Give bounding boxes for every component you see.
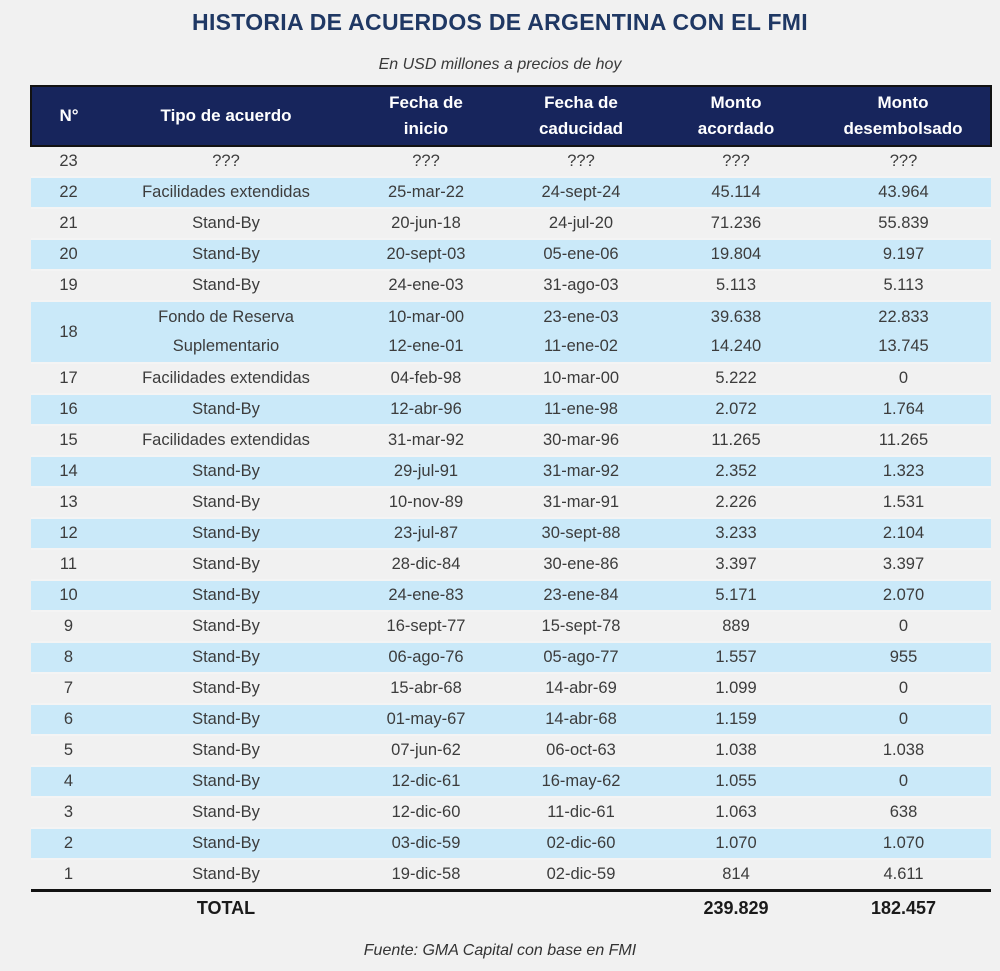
cell-tipo: Facilidades extendidas bbox=[106, 363, 346, 394]
cell-inicio: 20-jun-18 bbox=[346, 208, 506, 239]
cell-caducidad: 02-dic-60 bbox=[506, 828, 656, 859]
cell-acordado: 5.171 bbox=[656, 580, 816, 611]
cell-caducidad: 31-mar-91 bbox=[506, 487, 656, 518]
table-row bbox=[31, 177, 991, 208]
table-row bbox=[31, 425, 991, 456]
cell-tipo: Stand-By bbox=[106, 549, 346, 580]
source-note: Fuente: GMA Capital con base en FMI bbox=[363, 942, 637, 959]
cell-caducidad: 31-mar-92 bbox=[506, 456, 656, 487]
column-header-3: Fecha de caducidad bbox=[506, 86, 656, 146]
table-row bbox=[31, 239, 991, 270]
cell-tipo: Stand-By bbox=[106, 487, 346, 518]
cell-desembolsado: 4.611 bbox=[816, 859, 991, 890]
cell-caducidad: 14-abr-69 bbox=[506, 673, 656, 704]
cell-tipo: Stand-By bbox=[106, 456, 346, 487]
cell-inicio: 28-dic-84 bbox=[346, 549, 506, 580]
total-empty-n bbox=[31, 890, 106, 926]
cell-acordado: 5.113 bbox=[656, 270, 816, 301]
cell-caducidad: 31-ago-03 bbox=[506, 270, 656, 301]
cell-n: 5 bbox=[31, 735, 106, 766]
cell-desembolsado: 9.197 bbox=[816, 239, 991, 270]
cell-caducidad: 14-abr-68 bbox=[506, 704, 656, 735]
total-empty-caducidad bbox=[506, 890, 656, 926]
cell-tipo: Stand-By bbox=[106, 270, 346, 301]
table-row bbox=[31, 828, 991, 859]
cell-tipo: Stand-By bbox=[106, 766, 346, 797]
table-row bbox=[31, 611, 991, 642]
column-header-2: Fecha de inicio bbox=[346, 86, 506, 146]
cell-n: 9 bbox=[31, 611, 106, 642]
cell-acordado: 2.072 bbox=[656, 394, 816, 425]
cell-desembolsado: ??? bbox=[816, 146, 991, 177]
cell-caducidad: 16-may-62 bbox=[506, 766, 656, 797]
total-monto-desembolsado: 182.457 bbox=[870, 898, 937, 919]
cell-caducidad: 30-mar-96 bbox=[506, 425, 656, 456]
cell-inicio: 07-jun-62 bbox=[346, 735, 506, 766]
cell-n: 2 bbox=[31, 828, 106, 859]
cell-inicio: 31-mar-92 bbox=[346, 425, 506, 456]
cell-tipo: Facilidades extendidas bbox=[106, 425, 346, 456]
table-row bbox=[31, 766, 991, 797]
table-row bbox=[31, 270, 991, 301]
table-row bbox=[31, 580, 991, 611]
cell-n: 19 bbox=[31, 270, 106, 301]
cell-desembolsado: 43.964 bbox=[816, 177, 991, 208]
column-header-0: N° bbox=[31, 86, 106, 146]
cell-acordado: 5.222 bbox=[656, 363, 816, 394]
cell-caducidad: 11-ene-98 bbox=[506, 394, 656, 425]
page-title: HISTORIA DE ACUERDOS DE ARGENTINA CON EL FMI bbox=[192, 9, 808, 35]
table-row bbox=[31, 394, 991, 425]
cell-desembolsado: 0 bbox=[816, 363, 991, 394]
cell-tipo: Stand-By bbox=[106, 859, 346, 890]
cell-acordado: 1.099 bbox=[656, 673, 816, 704]
cell-acordado: 814 bbox=[656, 859, 816, 890]
cell-n: 14 bbox=[31, 456, 106, 487]
cell-n: 13 bbox=[31, 487, 106, 518]
cell-n: 4 bbox=[31, 766, 106, 797]
cell-acordado: 45.114 bbox=[656, 177, 816, 208]
cell-caducidad: 10-mar-00 bbox=[506, 363, 656, 394]
table-row bbox=[31, 859, 991, 890]
column-header-5: Monto desembolsado bbox=[816, 86, 991, 146]
cell-desembolsado: 0 bbox=[816, 611, 991, 642]
table-body bbox=[31, 146, 991, 890]
cell-acordado: 19.804 bbox=[656, 239, 816, 270]
total-empty-inicio bbox=[346, 890, 506, 926]
column-header-1: Tipo de acuerdo bbox=[106, 86, 346, 146]
cell-acordado: 2.226 bbox=[656, 487, 816, 518]
table-header-row bbox=[31, 86, 991, 146]
cell-n: 18 bbox=[31, 301, 106, 363]
cell-inicio: 25-mar-22 bbox=[346, 177, 506, 208]
cell-tipo: Stand-By bbox=[106, 208, 346, 239]
cell-caducidad: 30-sept-88 bbox=[506, 518, 656, 549]
cell-desembolsado: 1.531 bbox=[816, 487, 991, 518]
cell-tipo: Facilidades extendidas bbox=[106, 177, 346, 208]
table-row bbox=[31, 301, 991, 363]
cell-tipo: Stand-By bbox=[106, 580, 346, 611]
table-row bbox=[31, 456, 991, 487]
table-row bbox=[31, 549, 991, 580]
cell-acordado: 1.159 bbox=[656, 704, 816, 735]
cell-n: 21 bbox=[31, 208, 106, 239]
cell-n: 16 bbox=[31, 394, 106, 425]
cell-acordado: 11.265 bbox=[656, 425, 816, 456]
cell-desembolsado: 22.833 13.745 bbox=[816, 301, 991, 363]
cell-desembolsado: 11.265 bbox=[816, 425, 991, 456]
cell-n: 17 bbox=[31, 363, 106, 394]
cell-tipo: Stand-By bbox=[106, 239, 346, 270]
cell-acordado: 1.557 bbox=[656, 642, 816, 673]
cell-acordado: 889 bbox=[656, 611, 816, 642]
cell-tipo: Stand-By bbox=[106, 735, 346, 766]
cell-inicio: 10-mar-00 12-ene-01 bbox=[346, 301, 506, 363]
cell-inicio: 16-sept-77 bbox=[346, 611, 506, 642]
table-footer bbox=[31, 890, 991, 926]
cell-desembolsado: 0 bbox=[816, 766, 991, 797]
cell-inicio: 04-feb-98 bbox=[346, 363, 506, 394]
table-row bbox=[31, 363, 991, 394]
cell-tipo: Stand-By bbox=[106, 704, 346, 735]
cell-acordado: 1.063 bbox=[656, 797, 816, 828]
cell-n: 23 bbox=[31, 146, 106, 177]
cell-tipo: Stand-By bbox=[106, 518, 346, 549]
cell-acordado: 2.352 bbox=[656, 456, 816, 487]
cell-desembolsado: 2.070 bbox=[816, 580, 991, 611]
cell-inicio: 12-dic-61 bbox=[346, 766, 506, 797]
cell-n: 3 bbox=[31, 797, 106, 828]
cell-caducidad: 05-ene-06 bbox=[506, 239, 656, 270]
cell-inicio: 10-nov-89 bbox=[346, 487, 506, 518]
cell-acordado: 1.038 bbox=[656, 735, 816, 766]
cell-caducidad: 24-jul-20 bbox=[506, 208, 656, 239]
total-label: TOTAL bbox=[196, 898, 256, 919]
cell-inicio: 12-dic-60 bbox=[346, 797, 506, 828]
cell-n: 15 bbox=[31, 425, 106, 456]
cell-inicio: 03-dic-59 bbox=[346, 828, 506, 859]
column-header-4: Monto acordado bbox=[656, 86, 816, 146]
table-row bbox=[31, 208, 991, 239]
cell-caducidad: 23-ene-03 11-ene-02 bbox=[506, 301, 656, 363]
cell-inicio: ??? bbox=[346, 146, 506, 177]
cell-inicio: 15-abr-68 bbox=[346, 673, 506, 704]
cell-tipo: Fondo de Reserva Suplementario bbox=[106, 301, 346, 363]
cell-desembolsado: 1.764 bbox=[816, 394, 991, 425]
cell-tipo: Stand-By bbox=[106, 828, 346, 859]
cell-desembolsado: 1.038 bbox=[816, 735, 991, 766]
cell-tipo: Stand-By bbox=[106, 673, 346, 704]
cell-inicio: 23-jul-87 bbox=[346, 518, 506, 549]
cell-tipo: Stand-By bbox=[106, 642, 346, 673]
cell-inicio: 29-jul-91 bbox=[346, 456, 506, 487]
cell-acordado: 71.236 bbox=[656, 208, 816, 239]
cell-n: 11 bbox=[31, 549, 106, 580]
cell-tipo: Stand-By bbox=[106, 611, 346, 642]
cell-desembolsado: 638 bbox=[816, 797, 991, 828]
cell-tipo: Stand-By bbox=[106, 797, 346, 828]
cell-n: 1 bbox=[31, 859, 106, 890]
cell-tipo: ??? bbox=[106, 146, 346, 177]
cell-acordado: 1.070 bbox=[656, 828, 816, 859]
cell-desembolsado: 5.113 bbox=[816, 270, 991, 301]
total-row bbox=[31, 890, 991, 926]
cell-n: 10 bbox=[31, 580, 106, 611]
table-row bbox=[31, 642, 991, 673]
subtitle: En USD millones a precios de hoy bbox=[378, 56, 622, 73]
cell-desembolsado: 2.104 bbox=[816, 518, 991, 549]
cell-tipo: Stand-By bbox=[106, 394, 346, 425]
cell-caducidad: 30-ene-86 bbox=[506, 549, 656, 580]
cell-desembolsado: 0 bbox=[816, 704, 991, 735]
total-monto-acordado: 239.829 bbox=[703, 898, 769, 919]
cell-n: 7 bbox=[31, 673, 106, 704]
cell-acordado: 1.055 bbox=[656, 766, 816, 797]
cell-caducidad: 02-dic-59 bbox=[506, 859, 656, 890]
cell-n: 8 bbox=[31, 642, 106, 673]
cell-inicio: 06-ago-76 bbox=[346, 642, 506, 673]
cell-inicio: 24-ene-03 bbox=[346, 270, 506, 301]
table-row bbox=[31, 673, 991, 704]
fmi-agreements-table bbox=[30, 85, 992, 926]
cell-desembolsado: 955 bbox=[816, 642, 991, 673]
cell-inicio: 24-ene-83 bbox=[346, 580, 506, 611]
cell-caducidad: ??? bbox=[506, 146, 656, 177]
cell-acordado: ??? bbox=[656, 146, 816, 177]
cell-caducidad: 24-sept-24 bbox=[506, 177, 656, 208]
cell-acordado: 3.397 bbox=[656, 549, 816, 580]
cell-caducidad: 05-ago-77 bbox=[506, 642, 656, 673]
cell-desembolsado: 0 bbox=[816, 673, 991, 704]
cell-desembolsado: 1.070 bbox=[816, 828, 991, 859]
cell-acordado: 3.233 bbox=[656, 518, 816, 549]
cell-desembolsado: 3.397 bbox=[816, 549, 991, 580]
table-row bbox=[31, 487, 991, 518]
cell-n: 6 bbox=[31, 704, 106, 735]
cell-desembolsado: 55.839 bbox=[816, 208, 991, 239]
cell-caducidad: 11-dic-61 bbox=[506, 797, 656, 828]
table-row bbox=[31, 518, 991, 549]
table-header bbox=[31, 86, 991, 146]
table-row bbox=[31, 146, 991, 177]
table-row bbox=[31, 797, 991, 828]
cell-inicio: 20-sept-03 bbox=[346, 239, 506, 270]
table-row bbox=[31, 704, 991, 735]
cell-acordado: 39.638 14.240 bbox=[656, 301, 816, 363]
cell-caducidad: 06-oct-63 bbox=[506, 735, 656, 766]
cell-n: 22 bbox=[31, 177, 106, 208]
table-row bbox=[31, 735, 991, 766]
cell-caducidad: 23-ene-84 bbox=[506, 580, 656, 611]
cell-caducidad: 15-sept-78 bbox=[506, 611, 656, 642]
cell-n: 12 bbox=[31, 518, 106, 549]
cell-n: 20 bbox=[31, 239, 106, 270]
cell-inicio: 19-dic-58 bbox=[346, 859, 506, 890]
cell-desembolsado: 1.323 bbox=[816, 456, 991, 487]
cell-inicio: 12-abr-96 bbox=[346, 394, 506, 425]
cell-inicio: 01-may-67 bbox=[346, 704, 506, 735]
